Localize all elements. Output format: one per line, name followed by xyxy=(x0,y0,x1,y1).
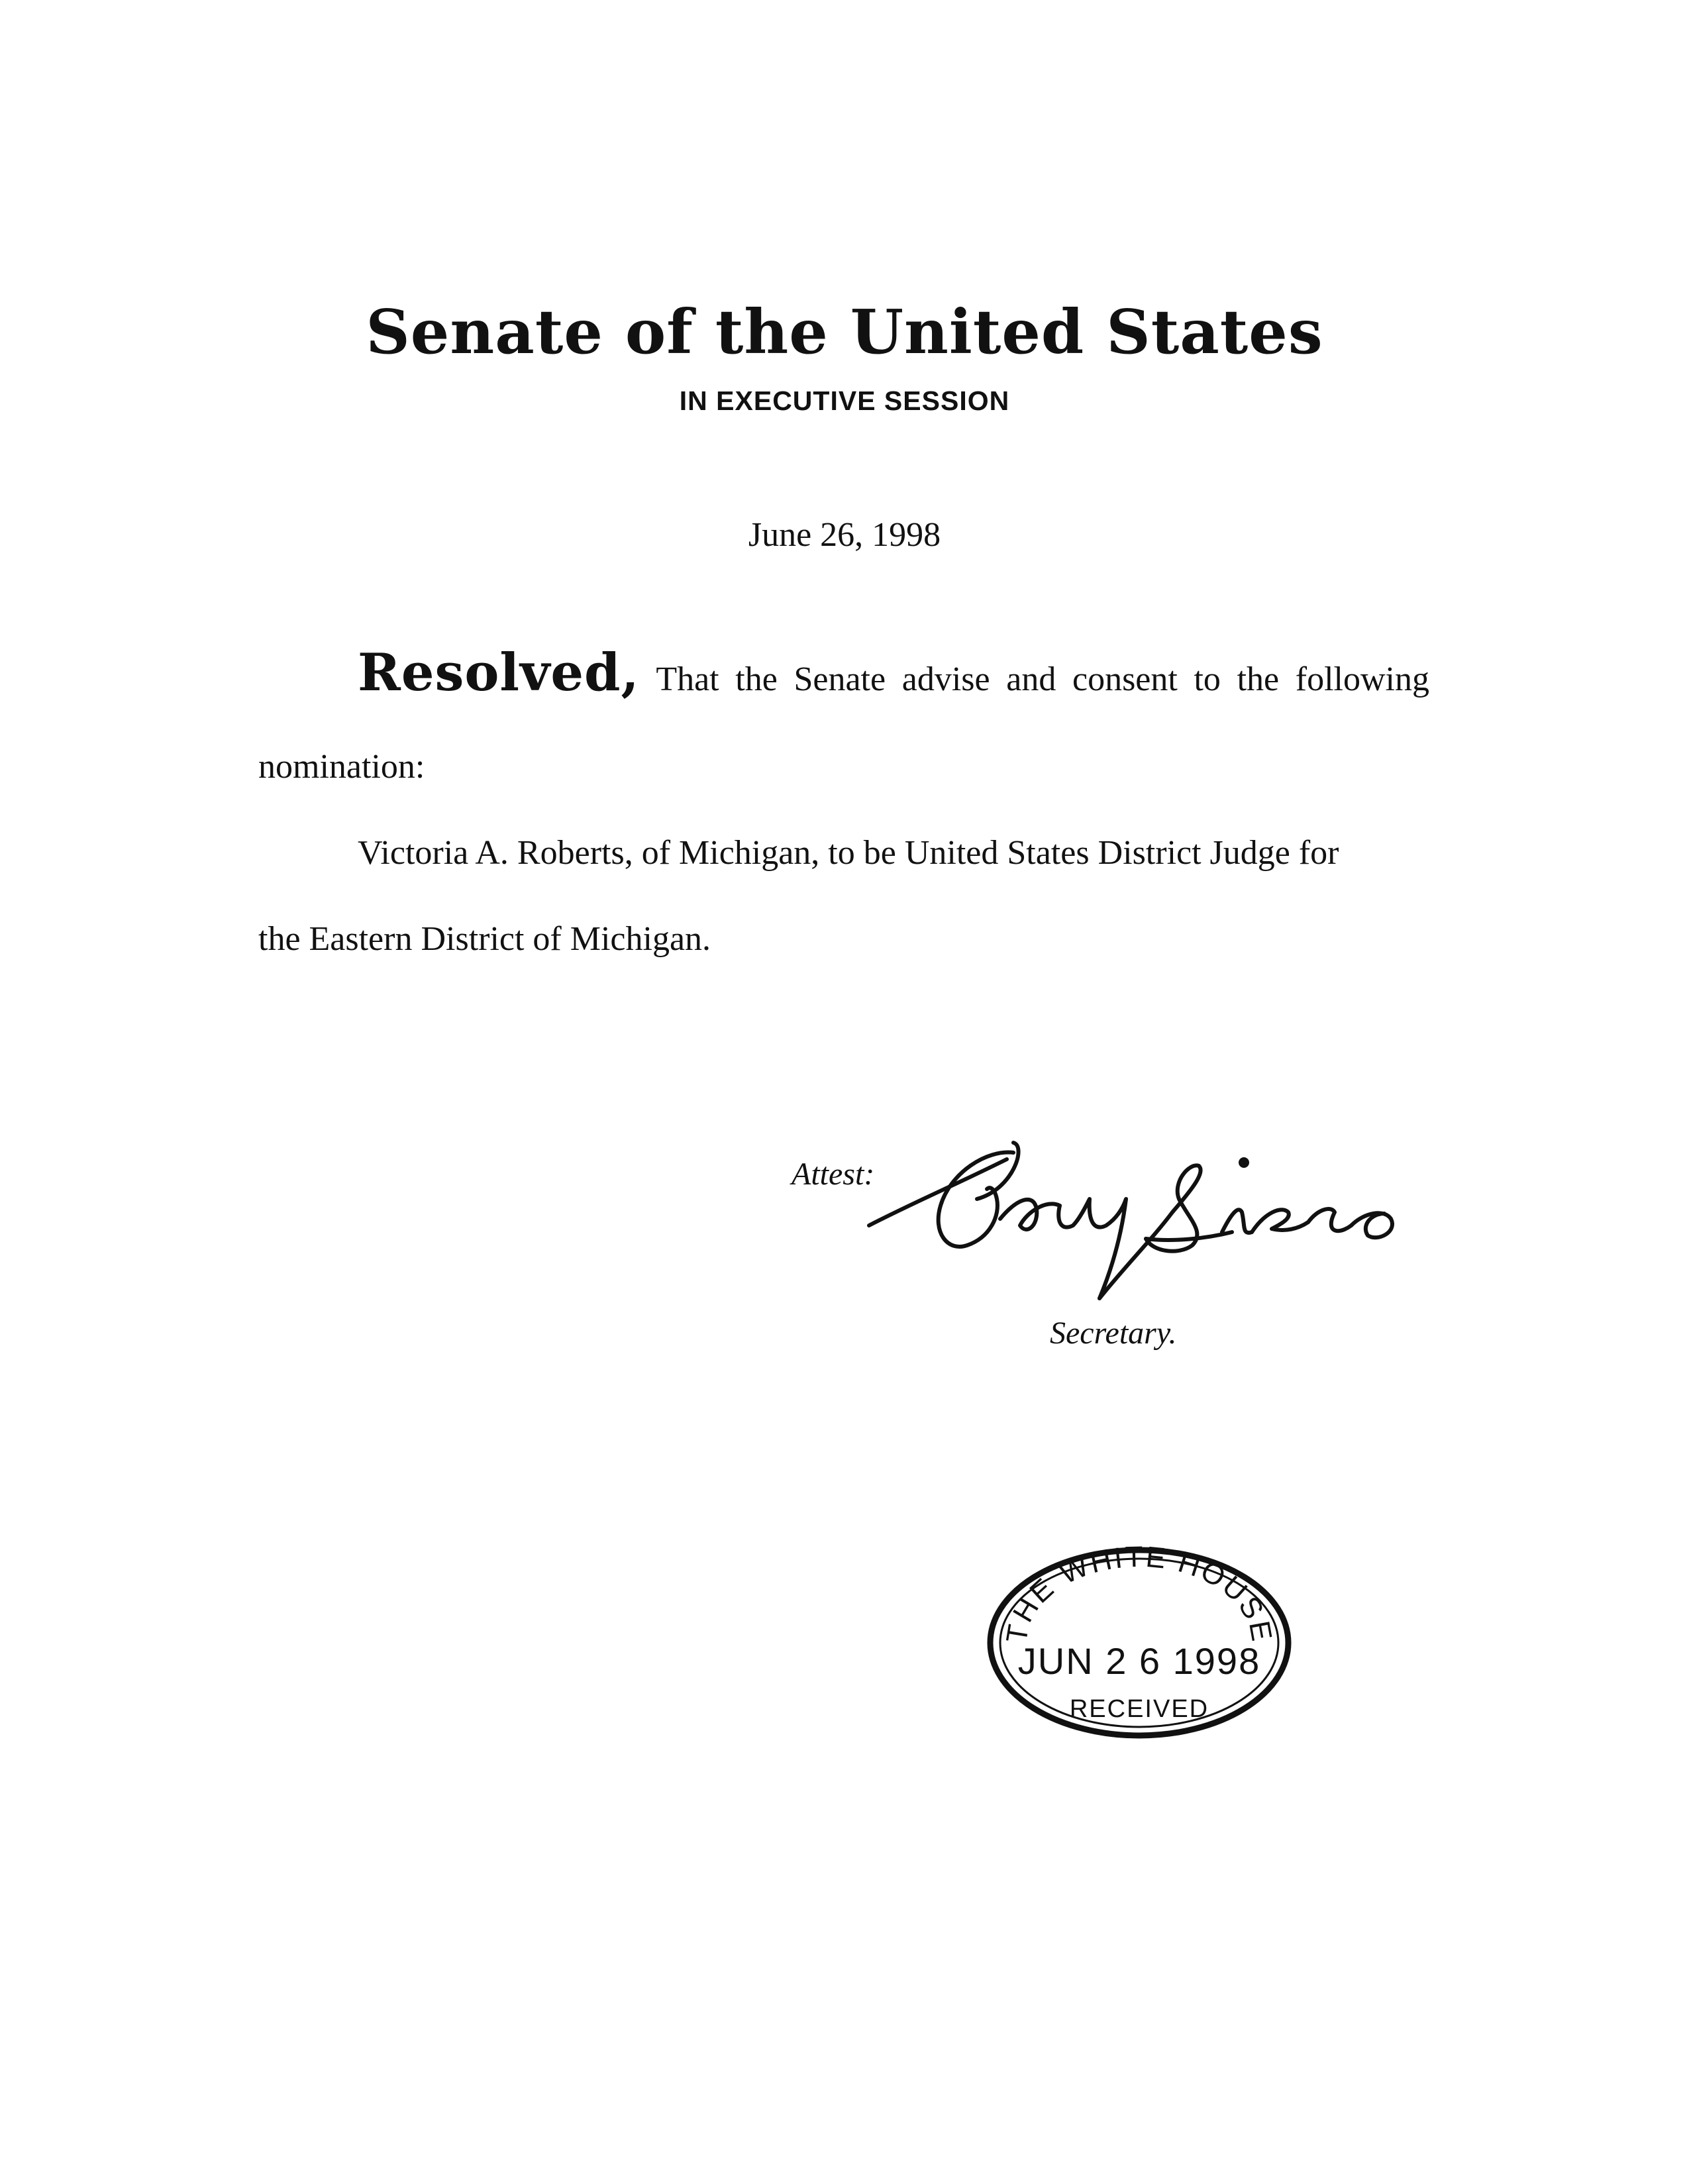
attest-label: Attest: xyxy=(792,1157,875,1192)
document-title: Senate of the United States xyxy=(366,296,1323,368)
secretary-title: Secretary. xyxy=(1050,1316,1177,1351)
resolution-line-2: nomination: xyxy=(258,748,425,786)
svg-text:THE WHITE HOUSE: THE WHITE HOUSE xyxy=(1000,1543,1278,1645)
intro-word: to xyxy=(1194,660,1221,698)
nominee-line-1: Victoria A. Roberts, of Michigan, to be United States District Judge for xyxy=(358,834,1339,872)
stamp-date: JUN 2 6 1998 xyxy=(1017,1640,1261,1682)
resolution-date: June 26, 1998 xyxy=(748,516,941,554)
signature-image xyxy=(861,1126,1444,1318)
resolved-heading: Resolved, xyxy=(358,643,640,703)
intro-word: following xyxy=(1295,660,1429,698)
resolution-first-line xyxy=(358,643,1429,703)
intro-word: and xyxy=(1006,660,1056,698)
intro-word: the xyxy=(1237,660,1280,698)
intro-word: the xyxy=(735,660,778,698)
nominee-line-2: the Eastern District of Michigan. xyxy=(258,920,711,958)
svg-text:RECEIVED: RECEIVED xyxy=(1069,1695,1209,1723)
intro-word: That xyxy=(656,660,719,698)
intro-word: consent xyxy=(1072,660,1178,698)
intro-word: Senate xyxy=(793,660,886,698)
intro-word: advise xyxy=(901,660,990,698)
white-house-received-stamp xyxy=(980,1543,1298,1742)
session-label: IN EXECUTIVE SESSION xyxy=(679,386,1010,416)
